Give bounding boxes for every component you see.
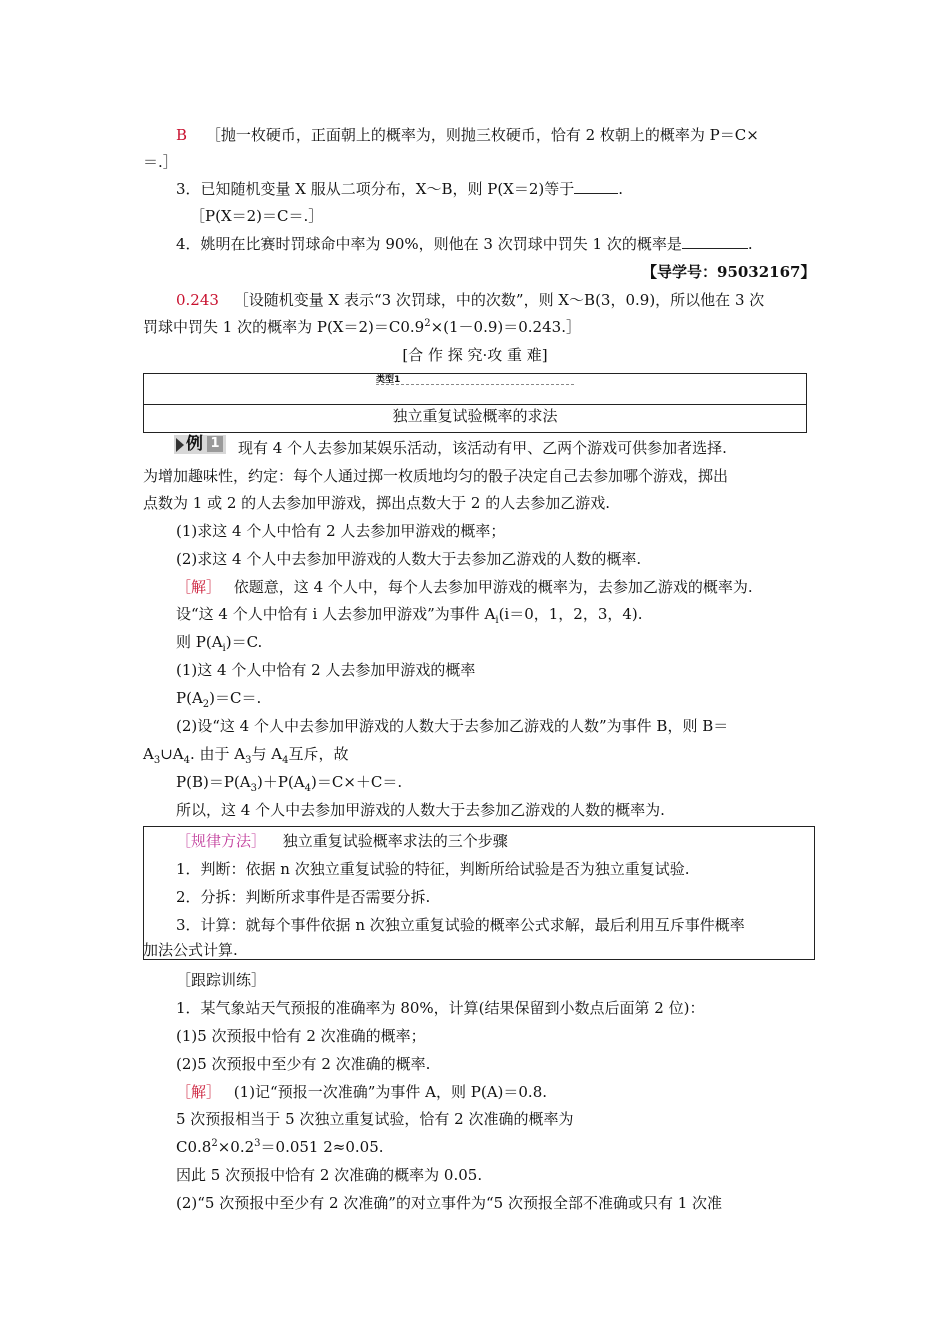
solution-sub-3: i	[222, 643, 226, 654]
method-tag: ［规律方法］	[176, 832, 267, 850]
q4-stem-text: 4．姚明在比赛时罚球命中率为 90%，则他在 3 次罚球中罚失 1 次的概率是	[176, 235, 682, 253]
method-step-2: 2．分拆：判断所求事件是否需要分拆.	[176, 888, 431, 906]
solution-text-5b: )＝C＝.	[209, 689, 262, 707]
solution-line-9: 所以，这 4 个人中去参加甲游戏的人数大于去参加乙游戏的人数的概率为.	[176, 801, 665, 819]
q2-explain-2: ＝.］	[143, 153, 178, 171]
solution-text-7b: ∪A	[160, 745, 184, 763]
method-header	[176, 831, 508, 851]
solution-line-6: (2)设“这 4 个人中去参加甲游戏的人数大于去参加乙游戏的人数”为事件 B，则 B＝	[176, 717, 729, 735]
training-solution-1	[176, 1082, 547, 1102]
training-solution-3b: ×0.2	[217, 1138, 255, 1156]
example-line-1: 现有 4 个人去参加某娱乐活动，该活动有甲、乙两个游戏可供参加者选择.	[238, 439, 727, 457]
method-title: 独立重复试验概率求法的三个步骤	[282, 832, 508, 850]
method-step-1: 1．判断：依据 n 次独立重复试验的特征，判断所给试验是否为独立重复试验.	[176, 860, 690, 878]
example-line-3: 点数为 1 或 2 的人去参加甲游戏，掷出点数大于 2 的人去参加乙游戏.	[143, 494, 611, 512]
q4-stem-end: .	[747, 235, 753, 253]
solution-text-5a: P(A	[176, 689, 203, 707]
solution-text-8a: P(B)＝P(A	[176, 773, 251, 791]
solution-text-8c: )＝C×＋C＝.	[311, 773, 403, 791]
training-solution-text-1: (1)记“预报一次准确”为事件 A，则 P(A)＝0.8.	[233, 1083, 548, 1101]
section-title: [合 作 探 究·攻 重 难]	[402, 346, 548, 364]
training-question-1a: (1)5 次预报中恰有 2 次准确的概率；	[176, 1027, 426, 1045]
q4-answer-line-2	[143, 317, 581, 337]
solution-line-3	[176, 632, 262, 652]
example-number: 1	[207, 436, 223, 452]
q2-explain-1: ［抛一枚硬币，正面朝上的概率为，则抛三枚硬币，恰有 2 枚朝上的概率为 P＝C×	[205, 126, 759, 144]
solution-sub-8b: 4	[304, 783, 311, 794]
solution-text-2: 设“这 4 个人中恰有 i 人去参加甲游戏”为事件 A	[176, 605, 496, 623]
type-tag-underline	[376, 384, 574, 385]
training-solution-tag: ［解］	[176, 1083, 222, 1101]
solution-sub-7c: 3	[245, 755, 252, 766]
training-solution-3a: C0.8	[176, 1138, 212, 1156]
solution-text-7c: . 由于 A	[190, 745, 246, 763]
q4-answer-value: 0.243	[176, 291, 219, 309]
method-step-3b: 加法公式计算.	[143, 941, 238, 959]
q3-answer: ［P(X＝2)＝C＝.］	[190, 207, 324, 225]
solution-line-8	[176, 772, 402, 792]
q4-answer-text-1: ［设随机变量 X 表示“3 次罚球，中的次数”，则 X～B(3，0.9)，所以他在 3 次	[233, 291, 765, 309]
training-solution-sup-2: 3	[254, 1138, 261, 1149]
solution-sub-7b: 4	[183, 755, 190, 766]
training-solution-5: (2)“5 次预报中至少有 2 次准确”的对立事件为“5 次预报全部不准确或只有 1 次准	[176, 1194, 723, 1212]
example-label: 例	[186, 434, 203, 454]
guide-number: 【导学号：95032167】	[642, 263, 816, 281]
solution-sub-8a: 3	[250, 783, 257, 794]
solution-sub-2: i	[495, 615, 499, 626]
solution-sub-5: 2	[202, 699, 210, 710]
training-solution-2: 5 次预报相当于 5 次独立重复试验，恰有 2 次准确的概率为	[176, 1110, 574, 1128]
solution-line-7	[143, 744, 349, 764]
example-line-2: 为增加趣味性，约定：每个人通过掷一枚质地均匀的骰子决定自己去参加哪个游戏，掷出	[143, 467, 729, 485]
solution-line-1	[176, 577, 753, 597]
training-header: ［跟踪训练］	[176, 971, 267, 989]
solution-line-4: (1)这 4 个人中恰有 2 人去参加甲游戏的概率	[176, 661, 476, 679]
q4-answer-line-1	[176, 290, 764, 310]
q3-stem	[176, 179, 623, 199]
type-box-divider	[143, 404, 806, 405]
solution-sub-7a: 3	[153, 755, 161, 766]
type-tag: 类型1	[376, 375, 401, 385]
solution-text-7d: 与 A	[251, 745, 283, 763]
q2-answer-letter: B	[176, 126, 188, 144]
training-question-1: 1．某气象站天气预报的准确率为 80%，计算(结果保留到小数点后面第 2 位)：	[176, 999, 705, 1017]
solution-text-2b: (i＝0，1，2，3，4).	[498, 605, 643, 623]
solution-line-5	[176, 688, 261, 708]
example-question-1: (1)求这 4 个人中恰有 2 人去参加甲游戏的概率；	[176, 522, 506, 540]
training-solution-sup-1: 2	[211, 1138, 218, 1149]
q3-stem-end: .	[618, 180, 624, 198]
solution-text-3a: 则 P(A	[176, 633, 223, 651]
solution-text-7e: 互斥，故	[288, 745, 349, 763]
q4-answer-sup: 2	[424, 318, 431, 329]
solution-text-7a: A	[143, 745, 154, 763]
q4-stem	[176, 234, 753, 254]
solution-text-8b: )＋P(A	[256, 773, 305, 791]
training-solution-4: 因此 5 次预报中恰有 2 次准确的概率为 0.05.	[176, 1166, 483, 1184]
training-solution-3c: ＝0.051 2≈0.05.	[260, 1138, 384, 1156]
training-question-1b: (2)5 次预报中至少有 2 次准确的概率.	[176, 1055, 431, 1073]
q3-answer-blank	[574, 179, 618, 194]
q2-answer-line	[176, 125, 759, 145]
play-arrow-icon	[176, 438, 184, 452]
type-title: 独立重复试验概率的求法	[392, 407, 558, 425]
q4-answer-text-2a: 罚球中罚失 1 次的概率为 P(X＝2)＝C0.9	[143, 318, 425, 336]
solution-text-3b: )＝C.	[225, 633, 263, 651]
example-badge	[174, 433, 226, 455]
q4-answer-blank	[682, 234, 748, 249]
training-solution-3	[176, 1137, 384, 1157]
method-step-3a: 3．计算：就每个事件依据 n 次独立重复试验的概率公式求解，最后利用互斥事件概率	[176, 916, 745, 934]
solution-text-1: 依题意，这 4 个人中，每个人去参加甲游戏的概率为，去参加乙游戏的概率为.	[233, 578, 753, 596]
solution-tag: ［解］	[176, 578, 222, 596]
example-question-2: (2)求这 4 个人中去参加甲游戏的人数大于去参加乙游戏的人数的概率.	[176, 550, 642, 568]
q3-stem-text: 3．已知随机变量 X 服从二项分布，X～B，则 P(X＝2)等于	[176, 180, 575, 198]
q4-answer-text-2b: ×(1－0.9)＝0.243.］	[430, 318, 581, 336]
solution-line-2	[176, 604, 643, 624]
solution-sub-7d: 4	[282, 755, 289, 766]
